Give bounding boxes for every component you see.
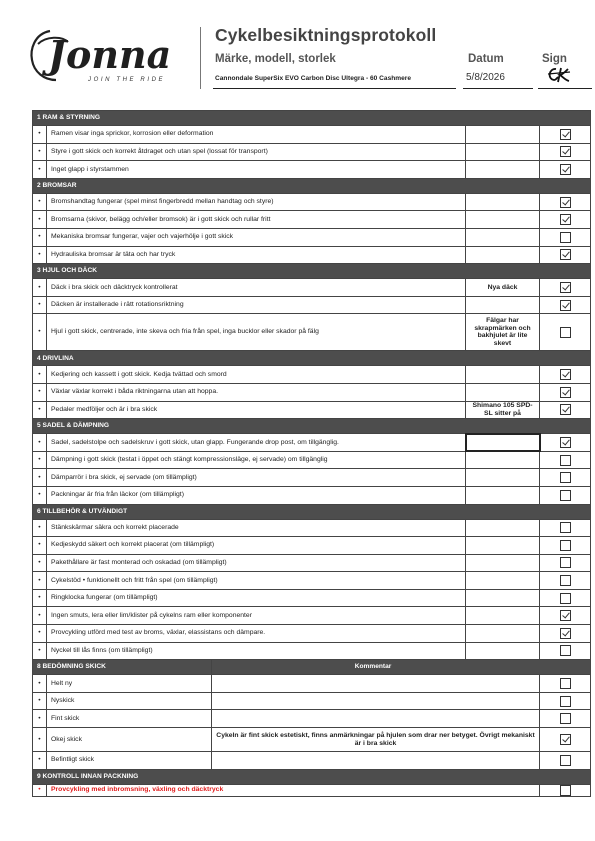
checkmark-icon — [562, 387, 570, 395]
section-header — [33, 419, 591, 434]
checkbox-cell — [540, 366, 591, 384]
bullet: • — [33, 554, 47, 572]
bullet: • — [33, 642, 47, 660]
bullet: • — [33, 366, 47, 384]
rating-checkbox[interactable] — [560, 678, 571, 689]
section-header — [33, 660, 591, 675]
rating-checkbox[interactable] — [560, 713, 571, 724]
bullet: • — [33, 451, 47, 469]
checkbox-cell — [540, 434, 591, 452]
checkbox-cell — [540, 143, 591, 161]
item-checkbox[interactable] — [560, 282, 571, 293]
rating-checkbox[interactable] — [560, 734, 571, 745]
checkbox-cell — [540, 279, 591, 297]
checklist-row — [33, 228, 591, 246]
item-checkbox[interactable] — [560, 645, 571, 656]
bullet: • — [33, 728, 47, 752]
bullet: • — [33, 161, 47, 179]
bullet: • — [33, 211, 47, 229]
checkbox-cell — [540, 451, 591, 469]
section-header — [33, 769, 591, 784]
rating-label: Befintligt skick — [47, 752, 212, 770]
item-checkbox[interactable] — [560, 455, 571, 466]
checklist-row — [33, 572, 591, 590]
item-note — [466, 193, 540, 211]
rating-comment: Cykeln är fint skick estetiskt, finns anmärkningar på hjulen som drar ner betyget. Övrigt mekaniskt är i bra skick — [212, 728, 540, 752]
item-checkbox[interactable] — [560, 327, 571, 338]
checkbox-cell — [540, 784, 591, 796]
item-note — [466, 434, 540, 452]
checkbox-cell — [540, 642, 591, 660]
checklist-row — [33, 161, 591, 179]
checklist-row — [33, 383, 591, 401]
rating-label: Helt ny — [47, 675, 212, 693]
item-checkbox[interactable] — [560, 593, 571, 604]
checklist-item-text: Pakethållare är fast monterad och oskadad (om tillämpligt) — [47, 554, 466, 572]
checklist-item-text: Ramen visar inga sprickor, korrosion eller deformation — [47, 126, 466, 144]
date-value: 5/8/2026 — [466, 72, 505, 83]
section-header — [33, 111, 591, 126]
section-title: 9 KONTROLL INNAN PACKNING — [33, 769, 591, 784]
rating-label: Nyskick — [47, 692, 212, 710]
checklist-row — [33, 589, 591, 607]
sign-label: Sign — [542, 53, 567, 65]
checklist-item-text: Inget glapp i styrstammen — [47, 161, 466, 179]
packing-item-text: Provcykling med inbromsning, växling och däcktryck — [47, 784, 540, 796]
checklist-row — [33, 451, 591, 469]
checkbox-cell — [540, 126, 591, 144]
model-underline — [213, 88, 456, 89]
date-underline — [463, 88, 533, 89]
section-header — [33, 264, 591, 279]
checkbox-cell — [540, 572, 591, 590]
item-note — [466, 451, 540, 469]
checklist-row — [33, 434, 591, 452]
checkbox-cell — [540, 469, 591, 487]
checklist-item-text: Bromsarna (skivor, belägg och/eller bromsok) är i gott skick och rullar fritt — [47, 211, 466, 229]
item-checkbox[interactable] — [560, 300, 571, 311]
checklist-item-text: Pedaler medföljer och är i bra skick — [47, 401, 466, 419]
checklist-item-text: Styre i gott skick och korrekt åtdraget och utan spel (lossat för transport) — [47, 143, 466, 161]
checklist-item-text: Däck i bra skick och däcktryck kontrollerat — [47, 279, 466, 297]
checkbox-cell — [540, 589, 591, 607]
checklist-row — [33, 519, 591, 537]
item-note — [466, 383, 540, 401]
checklist-row — [33, 193, 591, 211]
checklist-row — [33, 401, 591, 419]
checklist-row — [33, 607, 591, 625]
checkmark-icon — [562, 147, 570, 155]
checklist-row — [33, 279, 591, 297]
checkmark-icon — [562, 628, 570, 636]
rating-row — [33, 692, 591, 710]
packing-row — [33, 784, 591, 796]
rating-checkbox[interactable] — [560, 755, 571, 766]
section-title: 8 BEDÖMNING SKICK — [33, 660, 212, 675]
checkmark-icon — [562, 165, 570, 173]
item-checkbox[interactable] — [560, 522, 571, 533]
checklist-row — [33, 469, 591, 487]
signature — [546, 66, 572, 84]
bullet: • — [33, 279, 47, 297]
rating-checkbox[interactable] — [560, 696, 571, 707]
comment-header: Kommentar — [212, 660, 591, 675]
item-note — [466, 519, 540, 537]
checklist-row — [33, 126, 591, 144]
checklist-item-text: Packningar är fria från läckor (om tillämpligt) — [47, 486, 466, 504]
checkbox-cell — [540, 314, 591, 351]
checklist-item-text: Dämpning i gott skick (testat i öppet och stängt kompressionsläge, ej servade) om tillgänglig — [47, 451, 466, 469]
item-checkbox[interactable] — [560, 146, 571, 157]
checklist-row — [33, 296, 591, 314]
checklist-item-text: Kedjering och kassett i gott skick. Kedja tvättad och smord — [47, 366, 466, 384]
checkbox-cell — [540, 752, 591, 770]
item-checkbox[interactable] — [560, 369, 571, 380]
checklist-item-text: Ringklocka fungerar (om tillämpligt) — [47, 589, 466, 607]
checklist-row — [33, 366, 591, 384]
checkmark-icon — [562, 250, 570, 258]
item-note — [466, 228, 540, 246]
bullet: • — [33, 537, 47, 555]
bullet: • — [33, 625, 47, 643]
bullet: • — [33, 692, 47, 710]
page-title: Cykelbesiktningsprotokoll — [215, 25, 437, 45]
section-header — [33, 178, 591, 193]
checkbox-cell — [540, 486, 591, 504]
item-note — [466, 537, 540, 555]
comment-cell — [212, 752, 540, 770]
checkbox-cell — [540, 710, 591, 728]
checklist-row — [33, 314, 591, 351]
checkmark-icon — [562, 370, 570, 378]
bullet: • — [33, 752, 47, 770]
rating-row — [33, 728, 591, 752]
header-divider — [200, 27, 201, 89]
item-note: Nya däck — [466, 279, 540, 297]
checklist-row — [33, 211, 591, 229]
inspection-table — [32, 110, 591, 797]
checkmark-icon — [562, 405, 570, 413]
comment-cell — [212, 692, 540, 710]
bullet: • — [33, 296, 47, 314]
logo-tagline: JOIN THE RIDE — [88, 77, 166, 83]
item-note — [466, 589, 540, 607]
checkmark-icon — [562, 611, 570, 619]
rating-label: Fint skick — [47, 710, 212, 728]
checklist-item-text: Hjul i gott skick, centrerade, inte skeva och fria från spel, inga bucklor eller skador på fälg — [47, 314, 466, 351]
item-checkbox[interactable] — [560, 214, 571, 225]
bullet: • — [33, 228, 47, 246]
item-checkbox[interactable] — [560, 197, 571, 208]
logo-wordmark: Jonna — [48, 32, 172, 77]
bullet: • — [33, 519, 47, 537]
checklist-row — [33, 246, 591, 264]
bullet: • — [33, 675, 47, 693]
checkbox-cell — [540, 625, 591, 643]
checklist-item-text: Nyckel till lås finns (om tillämpligt) — [47, 642, 466, 660]
item-note: Shimano 105 SPD-SL sitter på — [466, 401, 540, 419]
item-note — [466, 211, 540, 229]
section-title: 3 HJUL OCH DÄCK — [33, 264, 591, 279]
packing-checkbox[interactable] — [560, 785, 571, 796]
checkmark-icon — [562, 437, 570, 445]
item-checkbox[interactable] — [560, 437, 571, 448]
item-note — [466, 642, 540, 660]
bullet: • — [33, 401, 47, 419]
rating-label: Okej skick — [47, 728, 212, 752]
bullet: • — [33, 246, 47, 264]
item-note: Fälgar har skrapmärken och bakhjulet är lite skevt — [466, 314, 540, 351]
checkbox-cell — [540, 554, 591, 572]
checklist-item-text: Mekaniska bromsar fungerar, vajer och vajerhölje i gott skick — [47, 228, 466, 246]
item-note — [466, 607, 540, 625]
checklist-item-text: Kedjeskydd säkert och korrekt placerat (om tillämpligt) — [47, 537, 466, 555]
bullet: • — [33, 143, 47, 161]
bullet: • — [33, 589, 47, 607]
checklist-item-text: Hydrauliska bromsar är täta och har tryck — [47, 246, 466, 264]
document-header — [0, 0, 595, 100]
section-title: 2 BROMSAR — [33, 178, 591, 193]
checkbox-cell — [540, 383, 591, 401]
checklist-row — [33, 486, 591, 504]
bullet: • — [33, 126, 47, 144]
checklist-item-text: Bromshandtag fungerar (spel minst fingerbredd mellan handtag och styre) — [47, 193, 466, 211]
checklist-item-text: Däcken är installerade i rätt rotationsriktning — [47, 296, 466, 314]
bullet: • — [33, 314, 47, 351]
item-checkbox[interactable] — [560, 472, 571, 483]
checkbox-cell — [540, 296, 591, 314]
checkbox-cell — [540, 193, 591, 211]
rating-row — [33, 710, 591, 728]
item-checkbox[interactable] — [560, 575, 571, 586]
section-title: 5 SADEL & DÄMPNING — [33, 419, 591, 434]
checklist-item-text: Sadel, sadelstolpe och sadelskruv i gott skick, utan glapp. Fungerande drop post, om tillgänglig. — [47, 434, 466, 452]
bullet: • — [33, 486, 47, 504]
section-title: 6 TILLBEHÖR & UTVÄNDIGT — [33, 504, 591, 519]
checklist-item-text: Dämparrör i bra skick, ej servade (om tillämpligt) — [47, 469, 466, 487]
checklist-row — [33, 625, 591, 643]
item-checkbox[interactable] — [560, 232, 571, 243]
item-note — [466, 246, 540, 264]
sign-underline — [538, 88, 592, 89]
checkmark-icon — [562, 282, 570, 290]
checklist-item-text: Stänkskärmar säkra och korrekt placerade — [47, 519, 466, 537]
checklist-row — [33, 143, 591, 161]
bullet: • — [33, 710, 47, 728]
item-note — [466, 572, 540, 590]
bullet: • — [33, 607, 47, 625]
checkmark-icon — [562, 197, 570, 205]
checklist-item-text: Provcykling utförd med test av broms, växlar, elassistans och dämpare. — [47, 625, 466, 643]
checkbox-cell — [540, 401, 591, 419]
comment-cell — [212, 675, 540, 693]
item-note — [466, 126, 540, 144]
item-checkbox[interactable] — [560, 490, 571, 501]
rating-row — [33, 675, 591, 693]
item-note — [466, 554, 540, 572]
checkbox-cell — [540, 246, 591, 264]
item-note — [466, 486, 540, 504]
checkmark-icon — [562, 300, 570, 308]
bullet: • — [33, 572, 47, 590]
checklist-item-text: Ingen smuts, lera eller lim/klister på cykelns ram eller komponenter — [47, 607, 466, 625]
bullet: • — [33, 784, 47, 796]
item-note — [466, 143, 540, 161]
date-label: Datum — [468, 53, 504, 65]
item-note — [466, 366, 540, 384]
section-title: 4 DRIVLINA — [33, 351, 591, 366]
checkbox-cell — [540, 728, 591, 752]
item-note — [466, 296, 540, 314]
rating-row — [33, 752, 591, 770]
item-note — [466, 625, 540, 643]
section-header — [33, 351, 591, 366]
checkbox-cell — [540, 675, 591, 693]
checkmark-icon — [562, 129, 570, 137]
item-checkbox[interactable] — [560, 129, 571, 140]
item-checkbox[interactable] — [560, 610, 571, 621]
checkbox-cell — [540, 692, 591, 710]
checklist-row — [33, 537, 591, 555]
checklist-row — [33, 642, 591, 660]
checkmark-icon — [562, 735, 570, 743]
item-note — [466, 161, 540, 179]
checkbox-cell — [540, 211, 591, 229]
model-value: Cannondale SuperSix EVO Carbon Disc Ultegra - 60 Cashmere — [215, 75, 412, 82]
bullet: • — [33, 469, 47, 487]
bullet: • — [33, 434, 47, 452]
jonna-logo — [28, 28, 193, 88]
section-title: 1 RAM & STYRNING — [33, 111, 591, 126]
comment-cell — [212, 710, 540, 728]
checkbox-cell — [540, 228, 591, 246]
bullet: • — [33, 383, 47, 401]
item-checkbox[interactable] — [560, 557, 571, 568]
item-checkbox[interactable] — [560, 628, 571, 639]
item-checkbox[interactable] — [560, 540, 571, 551]
checklist-row — [33, 554, 591, 572]
section-header — [33, 504, 591, 519]
checkbox-cell — [540, 537, 591, 555]
checklist-item-text: Cykelstöd • funktionellt och fritt från spel (om tillämpligt) — [47, 572, 466, 590]
item-checkbox[interactable] — [560, 164, 571, 175]
checkmark-icon — [562, 215, 570, 223]
item-checkbox[interactable] — [560, 404, 571, 415]
item-checkbox[interactable] — [560, 387, 571, 398]
checklist-item-text: Växlar växlar korrekt i båda riktningarna utan att hoppa. — [47, 383, 466, 401]
checkbox-cell — [540, 607, 591, 625]
bullet: • — [33, 193, 47, 211]
model-label: Märke, modell, storlek — [215, 53, 336, 65]
checkbox-cell — [540, 519, 591, 537]
checkbox-cell — [540, 161, 591, 179]
item-note — [466, 469, 540, 487]
item-checkbox[interactable] — [560, 249, 571, 260]
